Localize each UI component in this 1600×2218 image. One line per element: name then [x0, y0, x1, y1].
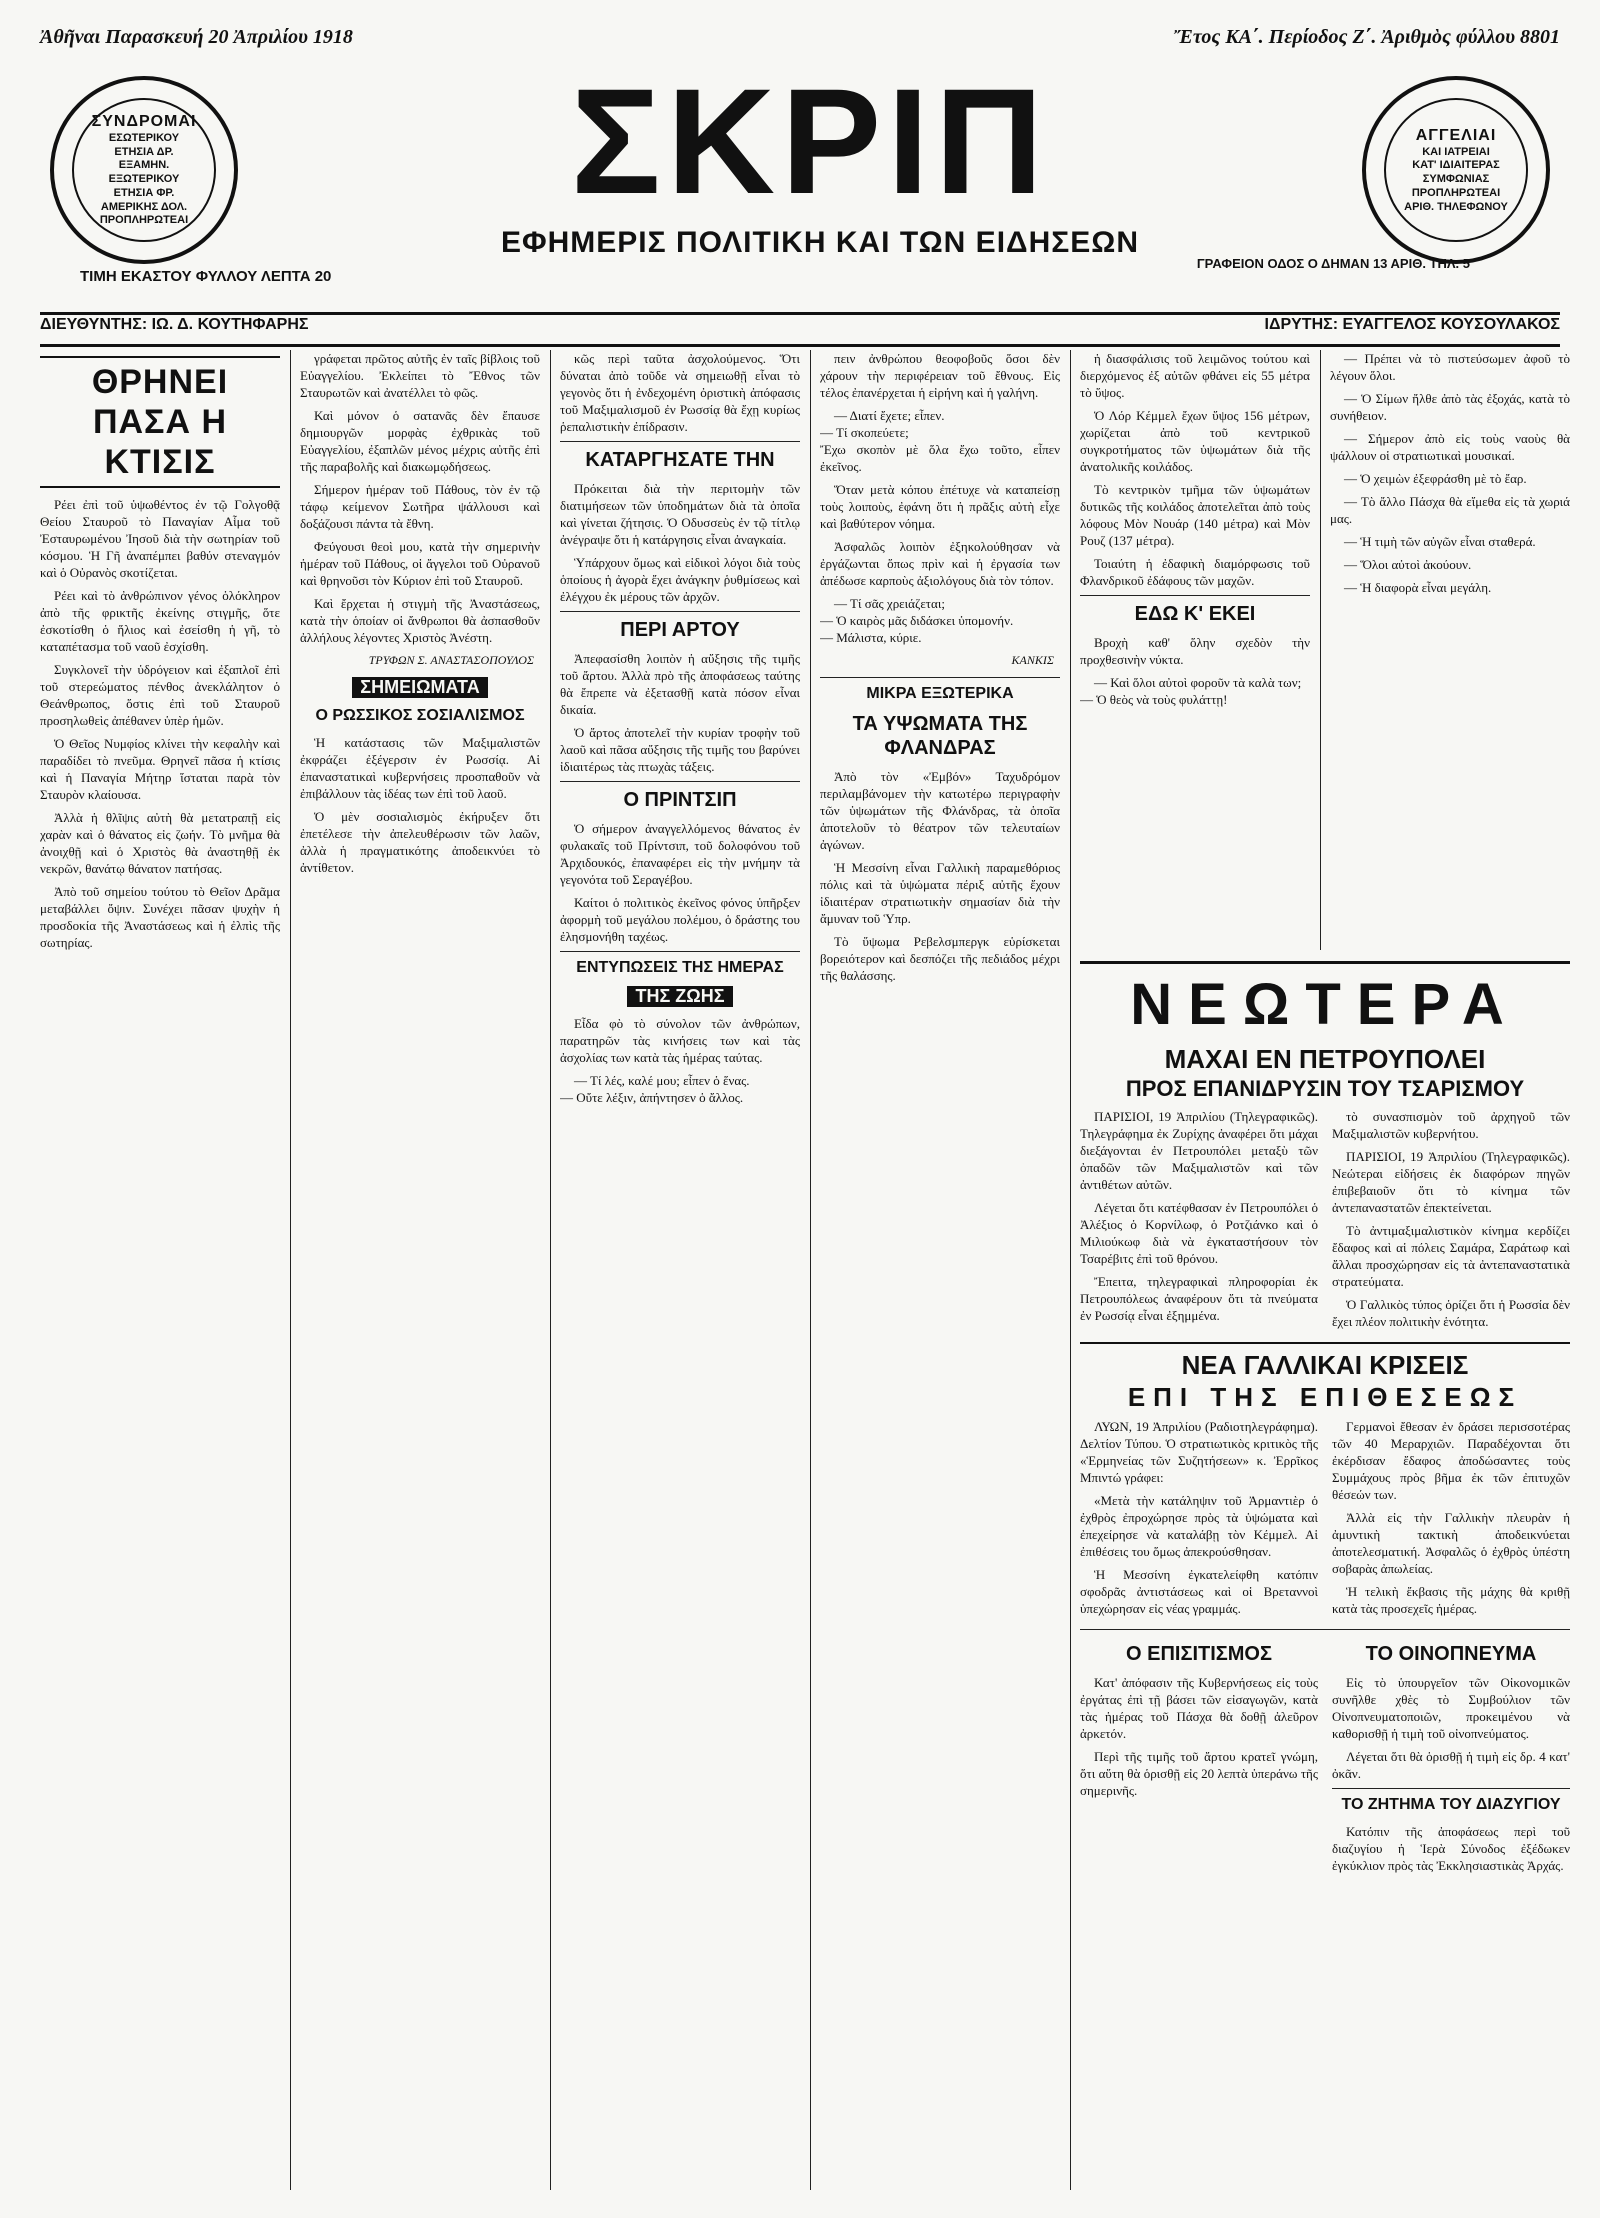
paragraph: Γερμανοὶ ἔθεσαν ἐν δράσει περισσοτέρας τῶν 40 Μεραρχιῶν. Παραδέχονται ὅτι ἐκέρδισαν ἔδαφος ἀποδώσαντες τοὺς Συμμάχους πρὸς βῆμα ἐκ τῶν ἐπιτυχῶν θέσεών των.	[1332, 1419, 1570, 1502]
latest-news-section	[1080, 955, 1570, 2190]
column-6-top	[1330, 350, 1570, 990]
article-heading: Ο ΕΠΙΣΙΤΙΣΜΟΣ	[1125, 1643, 1272, 1665]
newspaper-subtitle: ΕΦΗΜΕΡΙΣ ΠΟΛΙΤΙΚΗ ΚΑΙ ΤΩΝ ΕΙΔΗΣΕΩΝ	[501, 226, 1139, 259]
paragraph: Φεύγουσι θεοὶ μου, κατὰ τὴν σημερινὴν ἡμέραν τοῦ Πάθους, οἱ ἄγγελοι τοῦ Οὐρανοῦ καὶ θρηνοῦσι τὸν Κύριον ἐπὶ τοῦ Σταυροῦ.	[300, 539, 540, 588]
author-signature: ΚΑΝΚΙΣ	[1011, 653, 1054, 667]
article-heading: ΤΑ ΥΨΩΜΑΤΑ ΤΗΣ ΦΛΑΝΔΡΑΣ	[852, 713, 1028, 759]
paragraph: — Τὸ ἄλλο Πάσχα θὰ εἴμεθα εἰς τὰ χωριά μας.	[1330, 494, 1570, 526]
masthead-rule	[40, 312, 1560, 315]
paragraph: Ὁ Λόρ Κέμμελ ἔχων ὕψος 156 μέτρων, χωρίζεται ἀπὸ τοῦ κεντρικοῦ συγκροτήματος τῶν ὑψωμάτων διὰ τῆς ἀνατολικῆς κοιλάδος.	[1080, 408, 1310, 474]
paragraph: Ἔπειτα, τηλεγραφικαὶ πληροφορίαι ἐκ Πετρουπόλεως ἀναφέρουν ὅτι τὰ πνεύματα ἐν Ρωσσίᾳ εἶναι ἐξημμένα.	[1080, 1274, 1318, 1323]
paragraph: Ἀλλὰ εἰς τὴν Γαλλικὴν πλευρὰν ἡ ἀμυντικὴ τακτικὴ ἀποδεικνύεται ἀποτελεσματική. Ἀσφαλῶς ὁ ἐχθρὸς ὑπέστη σοβαρὰς ἀπωλείας.	[1332, 1510, 1570, 1576]
paragraph: Καὶ ἔρχεται ἡ στιγμὴ τῆς Ἀναστάσεως, κατὰ τὴν ὁποίαν οἱ ἄνθρωποι θὰ ἀσπασθοῦν ἀλλήλους λέγοντες Χριστὸς Ἀνέστη.	[300, 596, 540, 645]
column-divider	[1070, 350, 1071, 2190]
masthead	[40, 56, 1560, 336]
paragraph: — Τί λές, καλέ μου; εἶπεν ὁ ἕνας. — Οὔτε λέξιν, ἀπήντησεν ὁ ἄλλος.	[560, 1073, 750, 1105]
column-1	[40, 350, 280, 2190]
paragraph: Ὁ Θεῖος Νυμφίος κλίνει τὴν κεφαλὴν καὶ παραδίδει τὸ πνεῦμα. Θρηνεῖ πᾶσα ἡ κτίσις καὶ ἡ Παναγία Μήτηρ ἵσταται παρὰ τὸν Σταυρὸν κλαίουσα.	[40, 736, 280, 802]
section-label: ΕΝΤΥΠΩΣΕΙΣ ΤΗΣ ΗΜΕΡΑΣ	[576, 959, 784, 976]
paragraph: Τὸ ἀντιμαξιμαλιστικὸν κίνημα κερδίζει ἔδαφος καὶ αἱ πόλεις Σαμάρα, Σαράτωφ καὶ ἄλλαι προσχώρησαν εἰς τὰ ἀντεπαναστατικὰ στρατεύματα.	[1332, 1223, 1570, 1289]
paragraph: γράφεται πρῶτος αὐτῆς ἐν ταῖς βίβλοις τοῦ Εὐαγγελίου. Ἐκλείπει τὸ Ἔθνος τῶν Σταυρωτῶν καὶ ἀνατέλλει τὸ φῶς.	[300, 351, 540, 400]
story-columns	[1080, 1418, 1570, 1623]
column-divider	[1320, 350, 1321, 950]
paragraph: — Πρέπει νὰ τὸ πιστεύσωμεν ἀφοῦ τὸ λέγουν ὅλοι.	[1330, 351, 1570, 383]
paragraph: Τὸ ὕψωμα Ρεβελσμπεργκ εὑρίσκεται βορειότερον καὶ δεσπόζει τῆς πεδιάδος μέχρι τῆς θαλάσσης.	[820, 934, 1060, 983]
paragraph: Ἡ Μεσσίνη ἐγκατελείφθη κατόπιν σφοδρᾶς ἀντιστάσεως καὶ οἱ Βρεταννοὶ ὑπεχώρησαν εἰς νέας γραμμάς.	[1080, 1567, 1318, 1616]
paragraph: ΛΥΩΝ, 19 Ἀπριλίου (Ραδιοτηλεγράφημα). Δελτίον Τύπου. Ὁ στρατιωτικὸς κριτικὸς τῆς «Ἑρμηνείας τῶν Συζητήσεων» κ. Ἐρρῖκος Μπιντώ γράφει:	[1080, 1419, 1318, 1485]
lead-article-heading: ΘΡΗΝΕΙ ΠΑΣΑ Η ΚΤΙΣΙΣ	[40, 356, 280, 488]
column-2	[300, 350, 540, 2190]
life-heading: ΤΗΣ ΖΩΗΣ	[627, 986, 732, 1007]
director: ΔΙΕΥΘΥΝΤΗΣ: ΙΩ. Δ. ΚΟΥΤΗΦΑΡΗΣ	[40, 316, 309, 333]
paragraph: Ἀπὸ τοῦ σημείου τούτου τὸ Θεῖον Δρᾶμα μεταβάλλει ὄψιν. Συνέχει πᾶσαν ψυχὴν ἡ προσδοκία τῆς Ἀναστάσεως καὶ ἡ ἐλπὶς τῆς σωτηρίας.	[40, 884, 280, 950]
seal-left-line: ΕΤΗΣΙΑ ΔΡ.	[114, 145, 174, 158]
paragraph: Ὑπάρχουν ὅμως καὶ εἰδικοὶ λόγοι διὰ τοὺς ὁποίους ἡ ἀγορὰ ἔχει ἀνάγκην ῥυθμίσεως καὶ ἐλέγχου ἐκ μέρους τῶν ἀρχῶν.	[560, 555, 800, 604]
seal-left-line: ΕΣΩΤΕΡΙΚΟΥ	[108, 131, 180, 144]
paragraph: Βροχὴ καθ' ὅλην σχεδὸν τὴν προχθεσινὴν νύκτα.	[1080, 635, 1310, 667]
paragraph: Κατόπιν τῆς ἀποφάσεως περὶ τοῦ διαζυγίου ἡ Ἱερὰ Σύνοδος ἐξέδωκεν ἐγκύκλιον πρὸς τὰς Ἐκκλησιαστικὰς Ἀρχάς.	[1332, 1824, 1570, 1873]
column-3	[560, 350, 800, 2190]
paragraph: — Σήμερον ἀπὸ εἰς τοὺς ναοὺς θὰ ψάλλουν οἱ στρατιωτικαὶ μουσικαί.	[1330, 431, 1570, 463]
paragraph: Κατ' ἀπόφασιν τῆς Κυβερνήσεως εἰς τοὺς ἐργάτας ἐπὶ τῇ βάσει τῶν εἰσαγωγῶν, κατὰ τὰς ἡμέρας τοῦ Πάσχα θὰ δοθῇ ἀλεῦρον ἀρκετόν.	[1080, 1675, 1318, 1741]
story-right	[1332, 1108, 1570, 1336]
paragraph: — Ὁ Σίμων ἤλθε ἀπὸ τὰς ἐξοχάς, κατὰ τὸ συνήθειον.	[1330, 391, 1570, 423]
column-divider	[290, 350, 291, 2190]
notes-heading: ΣΗΜΕΙΩΜΑΤΑ	[352, 677, 487, 698]
article-heading: ΚΑΤΑΡΓΗΣΑΤΕ ΤΗΝ	[585, 449, 775, 471]
paragraph: Λέγεται ὅτι κατέφθασαν ἐν Πετρουπόλει ὁ Ἀλέξιος ὁ Κορνίλωφ, ὁ Ροτζιάνκο καὶ ὁ Μιλιούκωφ διὰ νὰ ἐγκαταστήσουν τὸν Τσαρέβιτς ἐπὶ τοῦ θρόνου.	[1080, 1200, 1318, 1266]
notes-subheading: Ο ΡΩΣΣΙΚΟΣ ΣΟΣΙΑΛΙΣΜΟΣ	[315, 707, 525, 724]
paragraph: Συγκλονεῖ τὴν ὑδρόγειον καὶ ἐξαπλοῖ ἐπὶ τοῦ στερεώματος πένθος ἀνεκλάλητον ὁ Θεάνθρωπος, ὅστις ἐπὶ τοῦ Σταυροῦ προσηλωθεὶς ἀπέθανεν ὑπὲρ ἡμῶν.	[40, 662, 280, 728]
seal-right-line: ΚΑΙ ΙΑΤΡΕΙΑΙ	[1422, 145, 1490, 158]
paragraph: Καὶ μόνον ὁ σατανᾶς δὲν ἔπαυσε δημιουργῶν μορφὰς ἐχθρικὰς τοῦ Εὐαγγελίου, ἐξαπλῶν μένος μέχρις αὐτῆς ἐπὶ τῆς παραβολῆς καὶ διακωμῳδήσεως.	[300, 408, 540, 474]
headline: ΜΑΧΑΙ ΕΝ ΠΕΤΡΟΥΠΟΛΕΙ	[1164, 1044, 1486, 1074]
paragraph: «Μετὰ τὴν κατάληψιν τοῦ Ἀρμαντιὲρ ὁ ἐχθρὸς ἐπροχώρησε πρὸς τὰ ὑψώματα καὶ ἐπεχείρησε νὰ καταλάβῃ τὸν Κέμμελ. Αἱ ἐπιθέσεις του ὅμως ἀπεκρούσθησαν.	[1080, 1493, 1318, 1559]
paragraph: Σήμερον ἡμέραν τοῦ Πάθους, τὸν ἐν τῷ τάφῳ κείμενον Σωτῆρα ψάλλουσι καὶ δοξάζουσι πάντα τὰ ἔθνη.	[300, 482, 540, 531]
column-divider	[550, 350, 551, 2190]
divider	[1332, 1788, 1570, 1789]
article-heading: ΠΕΡΙ ΑΡΤΟΥ	[620, 619, 740, 641]
seal-left-top: ΣΥΝΔΡΟΜΑΙ	[91, 112, 197, 130]
founder: ΙΔΡΥΤΗΣ: ΕΥΑΓΓΕΛΟΣ ΚΟΥΣΟΥΛΑΚΟΣ	[1264, 316, 1560, 333]
short-items	[1080, 1636, 1570, 1880]
paragraph: Ὁ ἄρτος ἀποτελεῖ τὴν κυρίαν τροφὴν τοῦ λαοῦ καὶ πᾶσα αὔξησις τῆς τιμῆς του βαρύνει ἰδιαιτέρως τὰς πτωχὰς τάξεις.	[560, 725, 800, 774]
paragraph: Ἡ κατάστασις τῶν Μαξιμαλιστῶν ἐκφράζει ἐξέγερσιν ἐν Ρωσσίᾳ. Αἱ ἐπαναστατικαὶ κυβερνήσεις προσπαθοῦν νὰ ἐπιβάλλουν τὰς ἰδέας των ἐπὶ τοῦ λαοῦ.	[300, 735, 540, 801]
story-left	[1080, 1418, 1318, 1623]
directors-rule	[40, 344, 1560, 347]
alcohol-item	[1332, 1636, 1570, 1880]
columns	[40, 350, 1570, 2190]
story-left	[1080, 1108, 1318, 1336]
seal-left-line: ΑΜΕΡΙΚΗΣ ΔΟΛ.	[100, 200, 188, 213]
office-line: ΓΡΑΦΕΙΟΝ ΟΔΟΣ Ο ΔΗΜΑΝ 13 ΑΡΙΘ. ΤΗΛ. 5	[1196, 256, 1470, 271]
paragraph: Πρόκειται διὰ τὴν περιτομὴν τῶν διατιμήσεων τῶν ὑποδημάτων διὰ τὰ ὁποῖα καὶ γίνεται ζήτησις. Ὁ Οδυσσεὺς ἐν τῷ τίτλῳ ἀνέγραψε ὅτι ἡ κατάργησις εἶναι ἀναγκαία.	[560, 481, 800, 547]
seal-left-line: ΕΤΗΣΙΑ ΦΡ.	[113, 186, 175, 199]
price-line: ΤΙΜΗ ΕΚΑΣΤΟΥ ΦΥΛΛΟΥ ΛΕΠΤΑ 20	[80, 268, 332, 285]
divider	[1080, 961, 1570, 964]
divider	[560, 781, 800, 782]
headline: ΠΡΟΣ ΕΠΑΝΙΔΡΥΣΙΝ ΤΟΥ ΤΣΑΡΙΣΜΟΥ	[1125, 1076, 1525, 1101]
divider	[1080, 595, 1310, 596]
divider	[560, 441, 800, 442]
paragraph: Καίτοι ὁ πολιτικὸς ἐκεῖνος φόνος ὑπῆρξεν ἀφορμὴ τοῦ μεγάλου πολέμου, ὁ δράστης του ἐλησμονήθη ταχέως.	[560, 895, 800, 944]
paragraph: — Ὁ χειμὼν ἐξεφράσθη μὲ τὸ ἔαρ.	[1344, 471, 1527, 486]
section-heading	[300, 677, 540, 698]
paragraph: Ἡ τελικὴ ἔκβασις τῆς μάχης θὰ κριθῇ κατὰ τὰς προσεχεῖς ἡμέρας.	[1332, 1584, 1570, 1616]
paragraph: Ὁ σήμερον ἀναγγελλόμενος θάνατος ἐν φυλακαῖς τοῦ Πρίντσιπ, τοῦ δολοφόνου τοῦ Ἀρχιδουκός, ἐπαναφέρει εἰς τὴν μνήμην τὰ γεγονότα τοῦ Σεραγέβου.	[560, 821, 800, 887]
paragraph: Ἀπεφασίσθη λοιπὸν ἡ αὔξησις τῆς τιμῆς τοῦ ἄρτου. Ἀλλὰ πρὸ τῆς ἀποφάσεως ταύτης θὰ ἔπρεπε νὰ ἐξετασθῇ κατὰ πόσον εἶναι δικαία.	[560, 651, 800, 717]
paragraph: Εἰς τὸ ὑπουργεῖον τῶν Οἰκονομικῶν συνῆλθε χθὲς τὸ Συμβούλιον τῶν Οἰνοπνευματοποιῶν, προκειμένου νὰ καθορισθῇ ἡ τιμὴ τοῦ οἰνοπνεύματος.	[1332, 1675, 1570, 1741]
paragraph: — Ἡ τιμὴ τῶν αὐγῶν εἶναι σταθερά.	[1344, 534, 1536, 549]
author-signature: ΤΡΥΦΩΝ Σ. ΑΝΑΣΤΑΣΟΠΟΥΛΟΣ	[368, 653, 534, 667]
headline: ΝΕΑ ΓΑΛΛΙΚΑΙ ΚΡΙΣΕΙΣ	[1181, 1350, 1469, 1380]
issue-number: Ἔτος ΚΑ΄. Περίοδος Ζ΄. Ἀριθμὸς φύλλου 8801	[1173, 25, 1560, 48]
paragraph: — Τί σᾶς χρειάζεται; — Ὁ καιρὸς μᾶς διδάσκει ὑπομονήν. — Μάλιστα, κύριε.	[820, 596, 1014, 645]
article-heading: ΤΟ ΖΗΤΗΜΑ ΤΟΥ ΔΙΑΖΥΓΙΟΥ	[1341, 1796, 1561, 1813]
seal-right-line: ΣΥΜΦΩΝΙΑΣ	[1422, 173, 1490, 186]
section-label: ΜΙΚΡΑ ΕΞΩΤΕΡΙΚΑ	[866, 685, 1014, 702]
seal-right-line: ΚΑΤ' ΙΔΙΑΙΤΕΡΑΣ	[1412, 159, 1500, 172]
paragraph: ΠΑΡΙΣΙΟΙ, 19 Ἀπριλίου (Τηλεγραφικῶς). Τηλεγράφημα ἐκ Ζυρίχης ἀναφέρει ὅτι μάχαι διεξάγονται ἐν Πετρουπόλει μεταξὺ τῶν ὀπαδῶν τῶν Μαξιμαλιστῶν καὶ τῶν ἀντιθέτων αὐτῶν.	[1080, 1109, 1318, 1192]
issue-date: Ἀθῆναι Παρασκευή 20 Ἀπριλίου 1918	[40, 25, 353, 48]
paragraph: Εἶδα φὸ τὸ σύνολον τῶν ἀνθρώπων, παρατηρῶν τὰς κινήσεις των καὶ τὰς ἀσχολίας των κατὰ τὰς ἡμέρας ταύτας.	[560, 1016, 800, 1065]
paragraph: Ρέει καὶ τὸ ἀνθρώπινον γένος ὁλόκληρον ἀπὸ τῆς φρικτῆς ἐκείνης στιγμῆς, ὅτε ἐσκοτίσθη ὁ ἥλιος καὶ ἐσείσθη ἡ γῆ, τὸ καταπέτασμα τοῦ ναοῦ ἐσχίσθη.	[40, 588, 280, 654]
seal-right-top: ΑΓΓΕΛΙΑΙ	[1415, 126, 1497, 144]
latest-news-title: ΝΕΩΤΕΡΑ	[1130, 972, 1520, 1037]
paragraph: Ἀλλὰ ἡ θλῖψις αὐτὴ θὰ μετατραπῇ εἰς χαρὰν καὶ ὁ θάνατος εἰς ζωήν. Τὸ μνῆμα θὰ ἀνοιχθῇ καὶ ὁ Χριστὸς θὰ ἀναστηθῇ ἐκ νεκρῶν, θανάτῳ θάνατον πατήσας.	[40, 810, 280, 876]
story-columns	[1080, 1108, 1570, 1336]
paragraph: — Διατί ἔχετε; εἶπεν. — Τί σκοπεύετε; Ἔχω σκοπὸν μὲ ὅλα ἔχω τοῦτο, εἶπεν ἐκεῖνος.	[820, 408, 1060, 474]
article-heading: ΤΟ ΟΙΝΟΠΝΕΥΜΑ	[1365, 1643, 1537, 1665]
paragraph: Ὁ Γαλλικὸς τύπος ὁρίζει ὅτι ἡ Ρωσσία δὲν ἔχει πλέον πολιτικὴν ἑνότητα.	[1332, 1297, 1570, 1329]
divider	[820, 677, 1060, 678]
seal-left-line: ΕΞΑΜΗΝ.	[118, 159, 170, 172]
paragraph: — Ἡ διαφορὰ εἶναι μεγάλη.	[1344, 580, 1492, 595]
paragraph: τὸ συνασπισμὸν τοῦ ἀρχηγοῦ τῶν Μαξιμαλιστῶν κυβερνήτου.	[1332, 1109, 1570, 1141]
directors-line	[40, 316, 1560, 344]
paragraph: — Καὶ ὅλοι αὐτοὶ φοροῦν τὰ καλὰ των; — Ὁ θεὸς νὰ τοὺς φυλάττῃ!	[1080, 675, 1302, 707]
paragraph: Ὁ μὲν σοσιαλισμὸς ἐκήρυξεν ὅτι ἐπετέλεσε τὴν ἀπελευθέρωσιν τῶν λαῶν, ἀλλὰ ἡ πραγματικότης ἀποδεικνύει τὸ ἀντίθετον.	[300, 809, 540, 875]
paragraph: Ἀσφαλῶς λοιπὸν ἐξηκολούθησαν νὰ ἐργάζωνται ὅπως πρὶν καὶ ἡ ἐργασία των ἀπέδωσε καρποὺς ἀξιολόγους διὰ τὸν τόπον.	[820, 539, 1060, 588]
paragraph: — Ὅλοι αὐτοὶ ἀκούουν.	[1344, 557, 1472, 572]
divider	[560, 951, 800, 952]
paragraph: Ἡ Μεσσίνη εἶναι Γαλλικὴ παραμεθόριος πόλις καὶ τὰ ὑψώματα πέριξ αὐτῆς ἔχουν ἰδιαιτέραν στρατιωτικὴν σημασίαν διὰ τὴν ἄμυναν τοῦ Ὑπρ.	[820, 860, 1060, 926]
subscriptions-seal	[50, 76, 238, 264]
story-right	[1332, 1418, 1570, 1623]
paragraph: Ὅταν μετὰ κόπου ἐπέτυχε νὰ καταπείσῃ τοὺς λοιποὺς, ἐφάνη ὅτι ἡ πρᾶξις αὐτὴ εἶχε καὶ βαθύτερον νόημα.	[820, 482, 1060, 531]
column-5-top	[1080, 350, 1310, 990]
article-heading: Ο ΠΡΙΝΤΣΙΠ	[623, 789, 737, 811]
paragraph: κῶς περὶ ταῦτα ἀσχολούμενος. Ὅτι δύναται ἀπὸ τοῦδε νὰ σημειωθῇ εἶναι τὸ γεγονὸς ὅτι ἡ ἐνδεχομένη ὀριστικὴ ἀπόφασις τοῦ Μαξιμαλισμοῦ ἐν Ρωσσίᾳ θὰ ἔχῃ κυρίως ῥεπαλιστικὴν ἐπίδρασιν.	[560, 351, 800, 434]
paragraph: ἡ διασφάλισις τοῦ λειμῶνος τούτου καὶ διερχόμενος ἐξ αὐτῶν φθάνει εἰς 55 μέτρα τὸ ὕψος.	[1080, 351, 1310, 400]
section-heading	[560, 986, 800, 1007]
seal-right-bottom: ΑΡΙΘ. ΤΗΛΕΦΩΝΟΥ	[1404, 200, 1508, 213]
top-line	[40, 20, 1560, 54]
headline: ΕΠΙ ΤΗΣ ΕΠΙΘΕΣΕΩΣ	[1127, 1382, 1523, 1412]
seal-left-line: ΕΞΩΤΕΡΙΚΟΥ	[108, 173, 180, 186]
paragraph: Τὸ κεντρικὸν τμῆμα τῶν ὑψωμάτων δυτικῶς τῆς κοιλάδος ἀποτελεῖται ἀπὸ τοὺς λόφους Μὸν Νουάρ (140 μέτρα) καὶ Μὸν Ρουζ (137 μέτρα).	[1080, 482, 1310, 548]
article-heading: ΕΔΩ Κ' ΕΚΕΙ	[1134, 603, 1256, 625]
paragraph: Λέγεται ὅτι θὰ ὁρισθῇ ἡ τιμὴ εἰς δρ. 4 κατ' ὀκᾶν.	[1332, 1749, 1570, 1781]
paragraph: ΠΑΡΙΣΙΟΙ, 19 Ἀπριλίου (Τηλεγραφικῶς). Νεώτεραι εἰδήσεις ἐκ διαφόρων πηγῶν ἐπιβεβαιοῦν ὅτι τὸ κίνημα τῶν ἀντεπαναστατῶν ἐπεκτείνεται.	[1332, 1149, 1570, 1215]
paragraph: Περὶ τῆς τιμῆς τοῦ ἄρτου κρατεῖ γνώμη, ὅτι αὕτη θὰ ὁρισθῇ εἰς 20 λεπτὰ ὑπεράνω τῆς σημερινῆς.	[1080, 1749, 1318, 1798]
paragraph: Τοιαύτη ἡ ἐδαφικὴ διαμόρφωσις τοῦ Φλανδρικοῦ ἐδάφους τῶν μαχῶν.	[1080, 556, 1310, 588]
divider	[1080, 1342, 1570, 1344]
column-4	[820, 350, 1060, 2190]
newspaper-title: ΣΚΡΙΠ	[570, 57, 1050, 225]
seal-left-bottom: ΠΡΟΠΛΗΡΩΤΕΑΙ	[99, 214, 189, 227]
paragraph: Ἀπὸ τὸν «Ἐμβόν» Ταχυδρόμον περιλαμβάνομεν τὴν κατωτέρω περιγραφὴν τῶν ὑψωμάτων τῆς Φλάνδρας, τὰ ὁποῖα ἀποτελοῦν τὸ θέατρον τῶν τελευταίων ἀγώνων.	[820, 769, 1060, 852]
paragraph: Ρέει ἐπὶ τοῦ ὑψωθέντος ἐν τῷ Γολγοθᾷ Θείου Σταυροῦ τὸ Παναγίαν Αἷμα τοῦ Ἐσταυρωμένου Ἰησοῦ διὰ τὴν σωτηρίαν τοῦ κόσμου. Ἡ Γῆ ἀναπέμπει βαθύν στεναγμόν καὶ ὁ Οὐρανὸς σκοτίζεται.	[40, 497, 280, 580]
seal-right-line: ΠΡΟΠΛΗΡΩΤΕΑΙ	[1411, 186, 1501, 199]
advertisements-seal	[1362, 76, 1550, 264]
divider	[560, 611, 800, 612]
divider	[1080, 1629, 1570, 1630]
supply-item	[1080, 1636, 1318, 1880]
paragraph: πειν ἀνθρώπου θεοφοβοῦς ὅσοι δὲν χάρουν τὴν περιφέρειαν τοῦ ἔθνους. Εἰς τέλος ἐπανέρχεται ἡ εἰρήνη καὶ ἡ γαλήνη.	[820, 351, 1060, 400]
column-divider	[810, 350, 811, 2190]
